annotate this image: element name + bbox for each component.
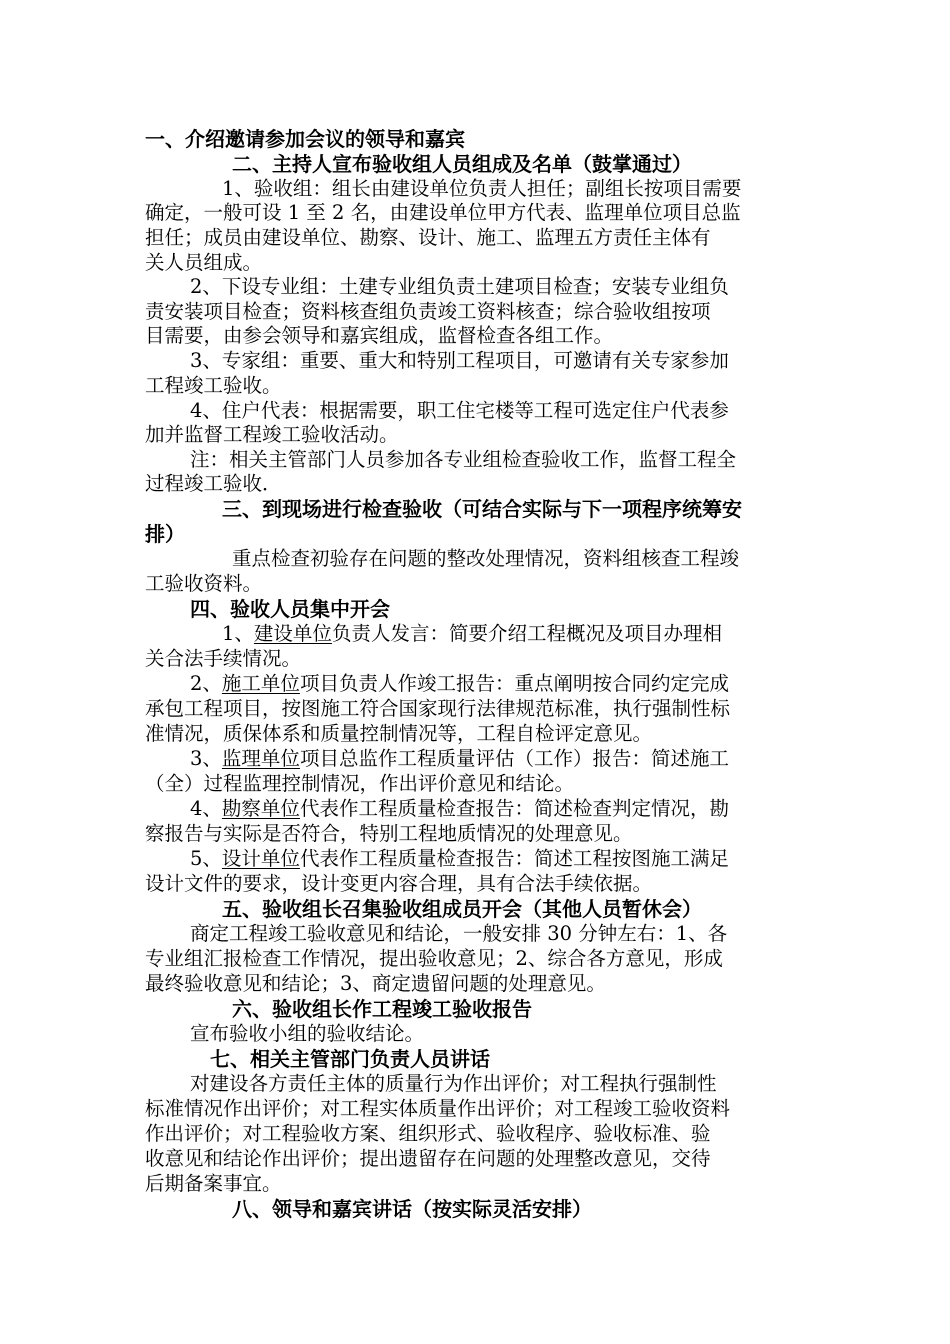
section-1-heading: 一、介绍邀请参加会议的领导和嘉宾 bbox=[145, 127, 465, 151]
paragraph-line: 加并监督工程竣工验收活动。 bbox=[145, 423, 399, 446]
paragraph-line: 责安装项目检查；资料核查组负责竣工资料核查；综合验收组按项 bbox=[145, 300, 711, 323]
section-5-heading: 五、验收组长召集验收组成员开会（其他人员暂休会） bbox=[222, 897, 702, 921]
paragraph-line: 担任；成员由建设单位、勘察、设计、施工、监理五方责任主体有 bbox=[145, 226, 711, 249]
paragraph-line: 重点检查初验存在问题的整改处理情况，资料组核查工程竣 bbox=[232, 547, 740, 570]
paragraph-line: 准情况，质保体系和质量控制情况等，工程自检评定意见。 bbox=[145, 722, 653, 745]
underlined-term: 施工单位 bbox=[221, 672, 300, 695]
underlined-term: 勘察单位 bbox=[221, 797, 300, 820]
paragraph-line: 后期备案事宜。 bbox=[145, 1172, 282, 1195]
section-2-heading: 二、主持人宣布验收组人员组成及名单（鼓掌通过） bbox=[232, 152, 692, 176]
paragraph-line: 2、施工单位项目负责人作竣工报告：重点阐明按合同约定完成 bbox=[190, 672, 729, 695]
underlined-term: 设计单位 bbox=[221, 847, 300, 870]
paragraph-line: 3、监理单位项目总监作工程质量评估（工作）报告：简述施工 bbox=[190, 747, 729, 770]
paragraph-line: 1、验收组：组长由建设单位负责人担任；副组长按项目需要 bbox=[222, 177, 742, 200]
paragraph-line: 目需要，由参会领导和嘉宾组成，监督检查各组工作。 bbox=[145, 324, 614, 347]
paragraph-line: 对建设各方责任主体的质量行为作出评价；对工程执行强制性 bbox=[190, 1072, 717, 1095]
paragraph-line: 注：相关主管部门人员参加各专业组检查验收工作，监督工程全 bbox=[190, 448, 737, 471]
paragraph-line: （全）过程监理控制情况，作出评价意见和结论。 bbox=[145, 772, 575, 795]
paragraph-line: 3、专家组：重要、重大和特别工程项目，可邀请有关专家参加 bbox=[190, 349, 729, 372]
paragraph-line: 设计文件的要求，设计变更内容合理，具有合法手续依据。 bbox=[145, 872, 653, 895]
section-3-heading: 三、到现场进行检查验收（可结合实际与下一项程序统筹安 bbox=[222, 497, 742, 521]
paragraph-line: 商定工程竣工验收意见和结论，一般安排 30 分钟左右：1、各 bbox=[190, 922, 728, 945]
paragraph-line: 收意见和结论作出评价；提出遗留存在问题的处理整改意见，交待 bbox=[145, 1147, 711, 1170]
paragraph-line: 确定，一般可设 1 至 2 名，由建设单位甲方代表、监理单位项目总监 bbox=[145, 201, 741, 224]
paragraph-line: 工程竣工验收。 bbox=[145, 374, 282, 397]
paragraph-line: 作出评价；对工程验收方案、组织形式、验收程序、验收标准、验 bbox=[145, 1122, 711, 1145]
paragraph-line: 最终验收意见和结论；3、商定遗留问题的处理意见。 bbox=[145, 972, 606, 995]
paragraph-line: 专业组汇报检查工作情况，提出验收意见；2、综合各方意见，形成 bbox=[145, 947, 723, 970]
paragraph-line: 2、下设专业组：土建专业组负责土建项目检查；安装专业组负 bbox=[190, 275, 729, 298]
paragraph-line: 关人员组成。 bbox=[145, 251, 263, 274]
underlined-term: 建设单位 bbox=[253, 622, 332, 645]
section-6-heading: 六、验收组长作工程竣工验收报告 bbox=[232, 997, 532, 1021]
paragraph-line: 1、建设单位负责人发言：简要介绍工程概况及项目办理相 bbox=[222, 622, 722, 645]
underlined-term: 监理单位 bbox=[221, 747, 300, 770]
paragraph-line: 标准情况作出评价；对工程实体质量作出评价；对工程竣工验收资料 bbox=[145, 1097, 731, 1120]
paragraph-line: 承包工程项目，按图施工符合国家现行法律规范标准，执行强制性标 bbox=[145, 697, 731, 720]
paragraph-line: 察报告与实际是否符合，特别工程地质情况的处理意见。 bbox=[145, 822, 633, 845]
paragraph-line: 过程竣工验收． bbox=[145, 472, 282, 495]
section-7-heading: 七、相关主管部门负责人员讲话 bbox=[210, 1047, 490, 1071]
paragraph-line: 4、勘察单位代表作工程质量检查报告：简述检查判定情况，勘 bbox=[190, 797, 729, 820]
paragraph-line: 4、住户代表：根据需要，职工住宅楼等工程可选定住户代表参 bbox=[190, 399, 729, 422]
section-3-heading-cont: 排） bbox=[145, 522, 185, 546]
paragraph-line: 宣布验收小组的验收结论。 bbox=[190, 1022, 425, 1045]
paragraph-line: 5、设计单位代表作工程质量检查报告：简述工程按图施工满足 bbox=[190, 847, 729, 870]
section-8-heading: 八、领导和嘉宾讲话（按实际灵活安排） bbox=[232, 1197, 592, 1221]
paragraph-line: 关合法手续情况。 bbox=[145, 647, 302, 670]
section-4-heading: 四、验收人员集中开会 bbox=[190, 597, 390, 621]
paragraph-line: 工验收资料。 bbox=[145, 572, 263, 595]
